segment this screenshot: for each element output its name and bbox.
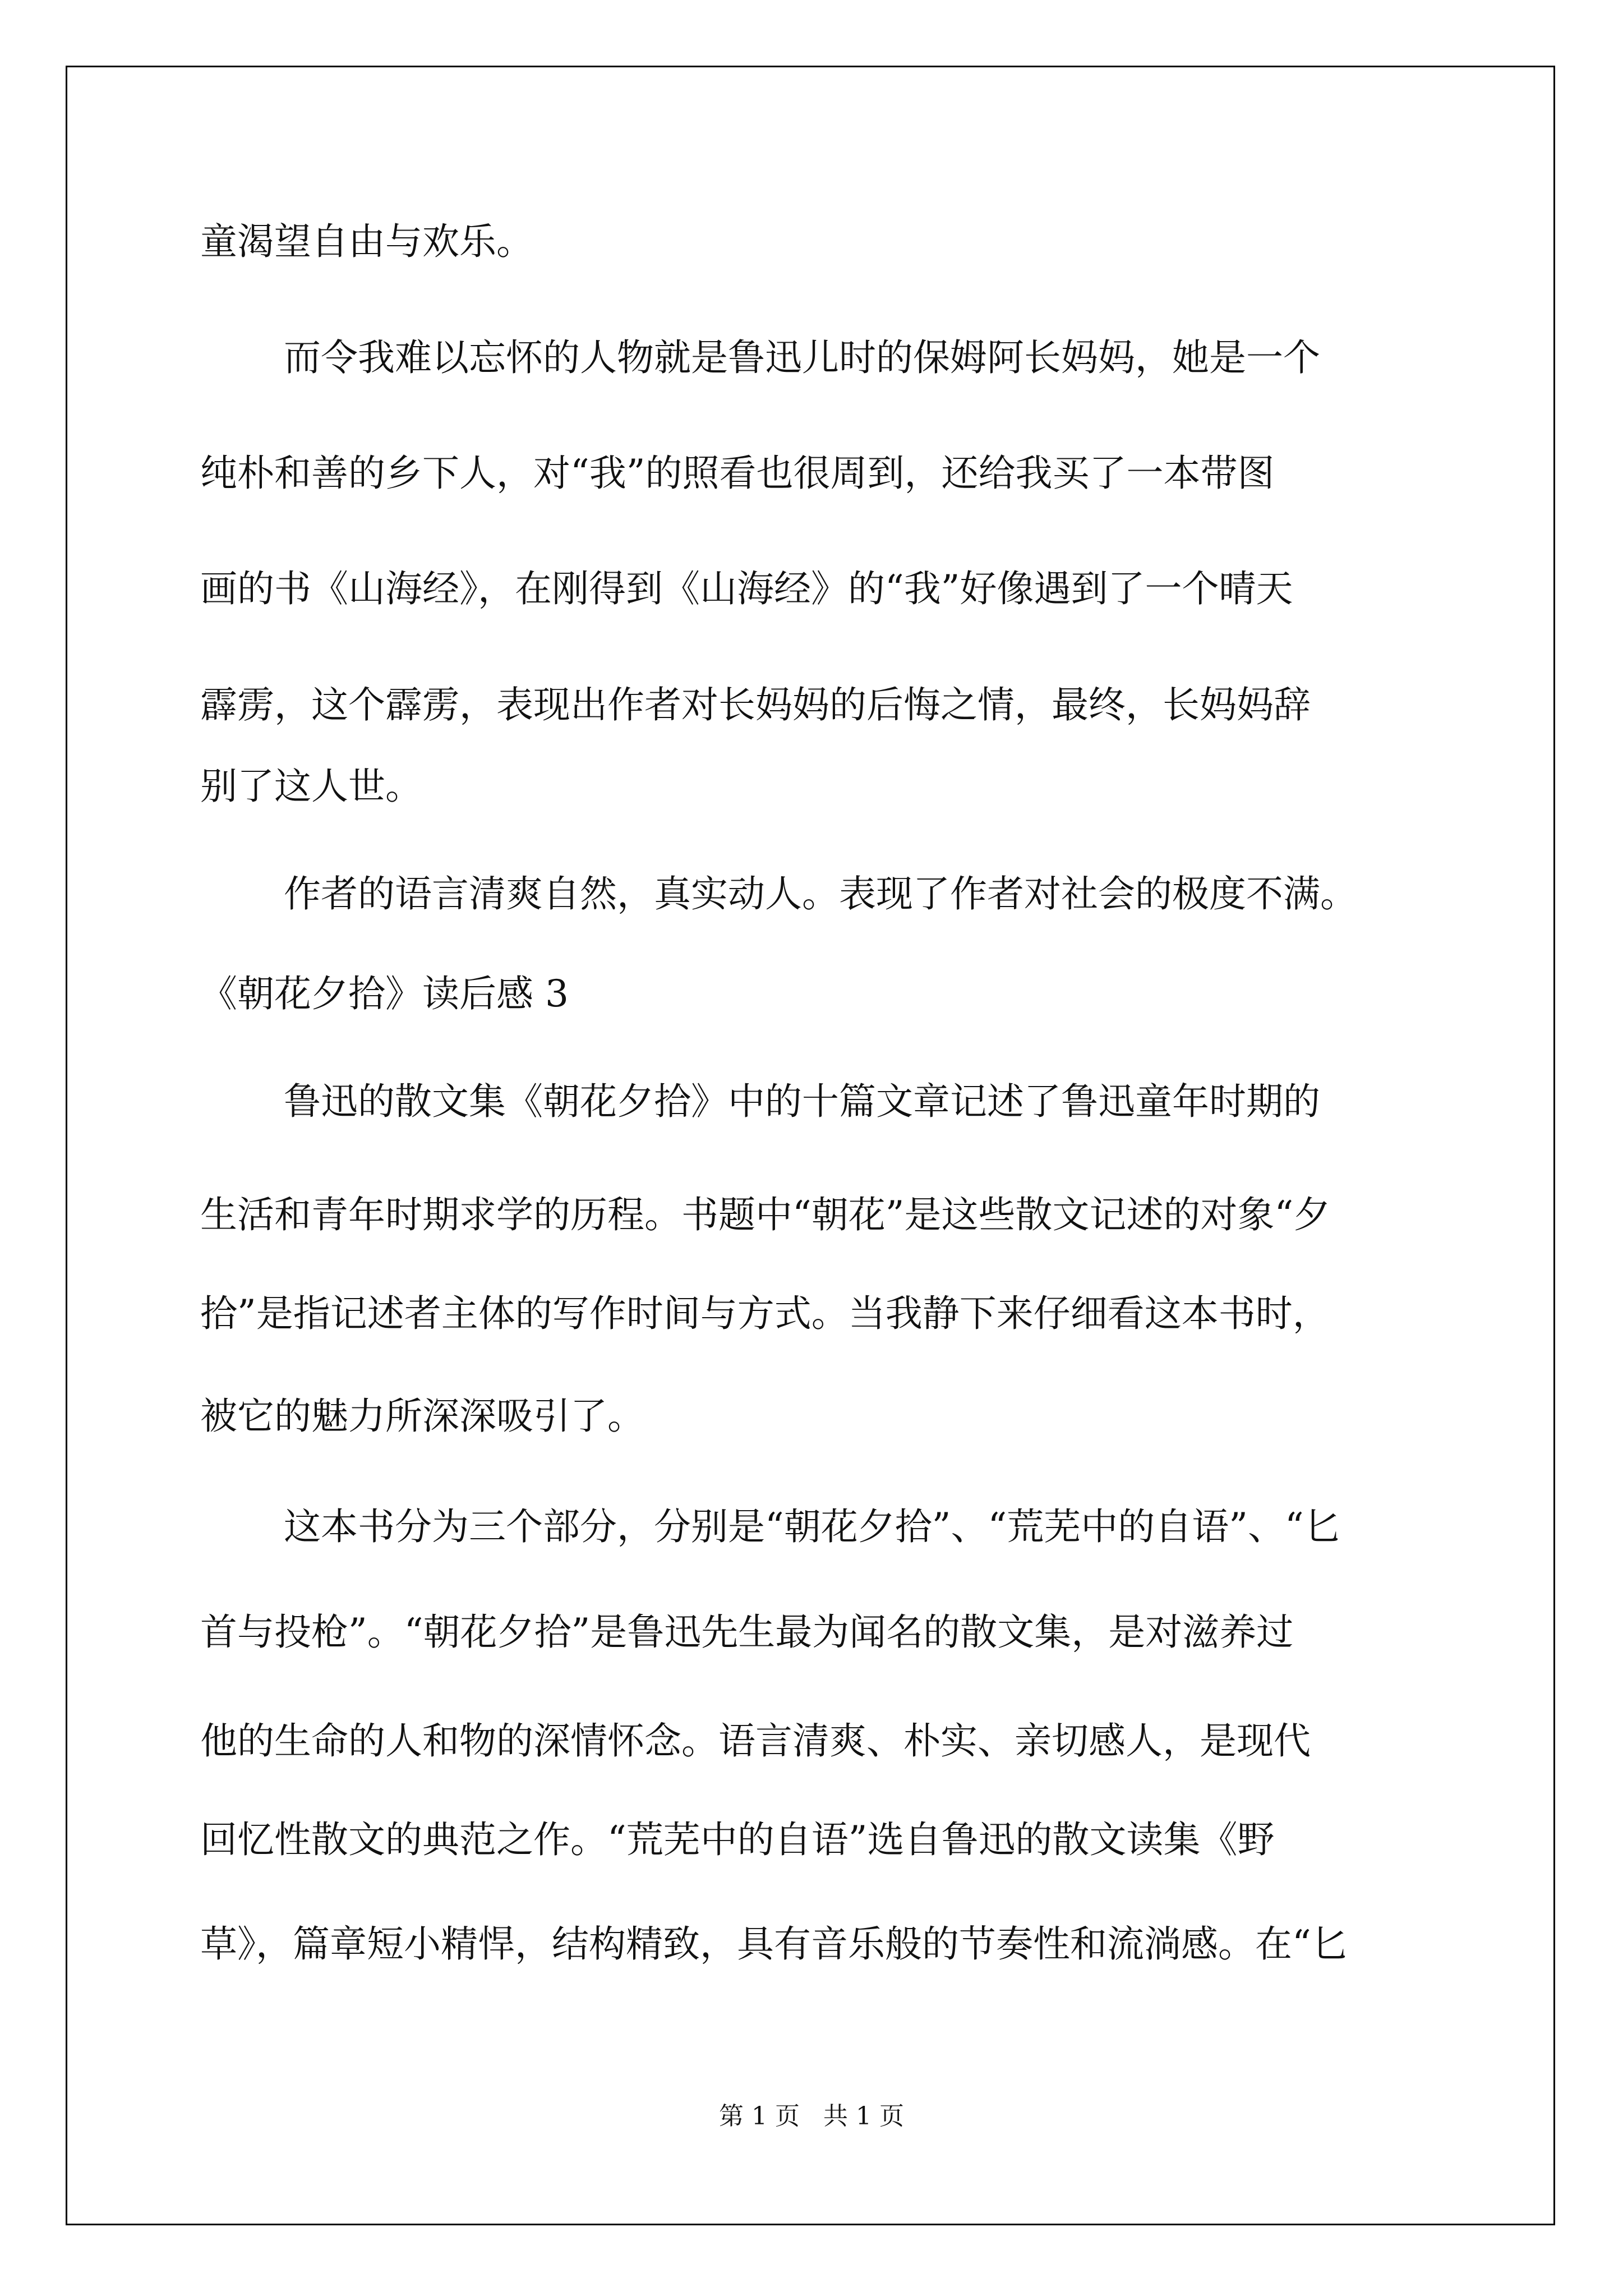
page-footer: 第 1 页 共 1 页 [719, 2102, 904, 2131]
text-line: 纯朴和善的乡下人，对“我”的照看也很周到，还给我买了一本带图 [200, 452, 1275, 495]
text-line: 霹雳，这个霹雳，表现出作者对长妈妈的后悔之情，最终，长妈妈辞 [200, 683, 1311, 726]
text-line: 童渴望自由与欢乐。 [200, 220, 533, 263]
text-line: 回忆性散文的典范之作。“荒芜中的自语”选自鲁迅的散文读集《野 [200, 1818, 1275, 1861]
text-line: 拾”是指记述者主体的写作时间与方式。当我静下来仔细看这本书时， [200, 1292, 1330, 1335]
text-line: 他的生命的人和物的深情怀念。语言清爽、朴实、亲切感人，是现代 [200, 1719, 1311, 1763]
text-line: 首与投枪”。“朝花夕拾”是鲁迅先生最为闻名的散文集，是对滋养过 [200, 1611, 1294, 1654]
paragraph-first-line: 鲁迅的散文集《朝花夕拾》中的十篇文章记述了鲁迅童年时期的 [284, 1080, 1320, 1123]
text-line: 草》，篇章短小精悍，结构精致，具有音乐般的节奏性和流淌感。在“匕 [200, 1922, 1348, 1966]
text-line: 画的书《山海经》，在刚得到《山海经》的“我”好像遇到了一个晴天 [200, 567, 1293, 610]
text-line: 被它的魅力所深深吸引了。 [200, 1395, 644, 1438]
paragraph-first-line: 这本书分为三个部分，分别是“朝花夕拾”、“荒芜中的自语”、“匕 [284, 1505, 1341, 1548]
paragraph-first-line: 作者的语言清爽自然，真实动人。表现了作者对社会的极度不满。 [284, 872, 1357, 915]
page-border [66, 66, 1555, 2225]
text-line: 别了这人世。 [200, 765, 422, 808]
text-line: 生活和青年时期求学的历程。书题中“朝花”是这些散文记述的对象“夕 [200, 1193, 1331, 1236]
paragraph-first-line: 而令我难以忘怀的人物就是鲁迅儿时的保姆阿长妈妈，她是一个 [284, 336, 1320, 379]
section-heading: 《朝花夕拾》读后感 3 [200, 972, 569, 1015]
